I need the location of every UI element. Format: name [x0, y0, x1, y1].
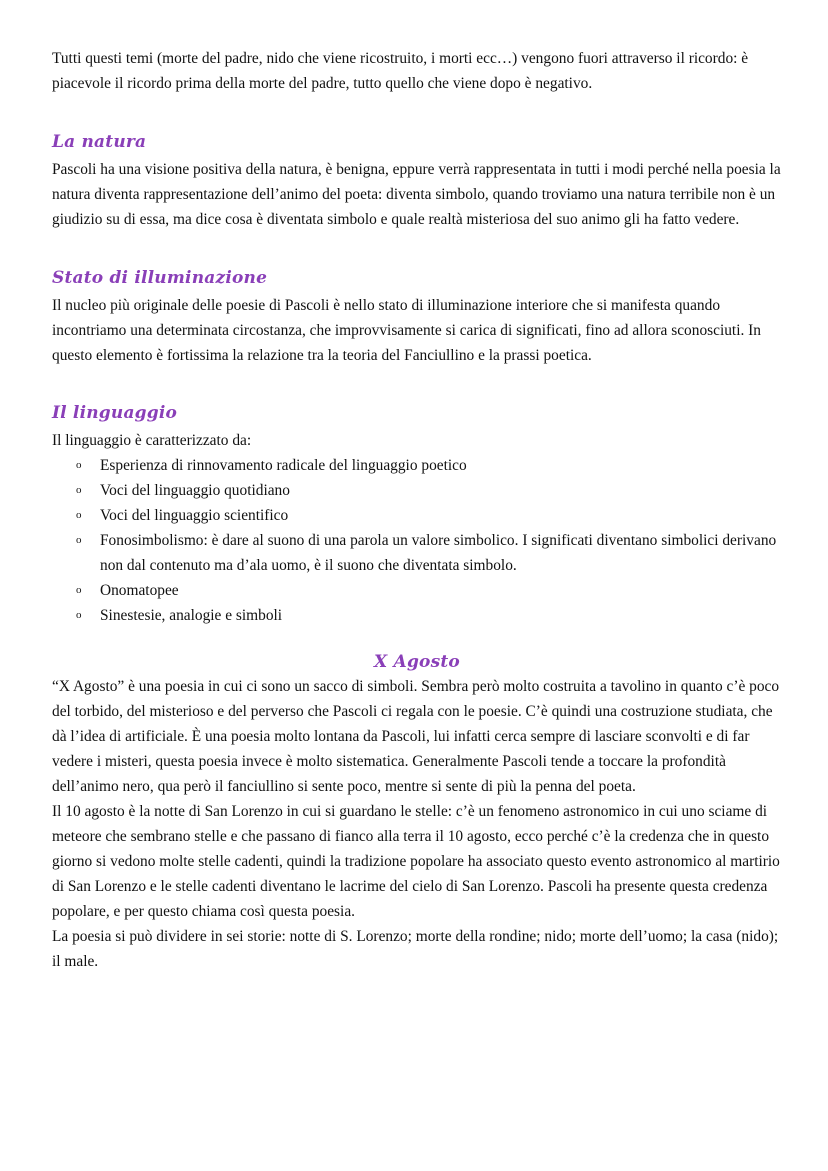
- list-item: [52, 578, 782, 603]
- bullet-icon: o: [76, 509, 82, 521]
- intro-paragraph: Tutti questi temi (morte del padre, nido che viene ricostruito, i morti ecc…) vengono fuori attraverso il ricordo: è piacevole il ricordo prima della morte del padre, tutto quello che viene dopo è negativo.: [52, 50, 749, 92]
- list-item-text: Sinestesie, analogie e simboli: [100, 607, 283, 624]
- heading-x-agosto: X Agosto: [374, 652, 460, 672]
- bullet-icon: o: [76, 584, 82, 596]
- agosto-paragraph-1: “X Agosto” è una poesia in cui ci sono un sacco di simboli. Sembra però molto costruita a tavolino in quanto c’è poco del torbido, del misterioso e del perverso che Pascoli ci regala con le poesie. C’è quindi una costruzione studiata, che dà l’idea di artificiale. È una poesia molto lontana da Pascoli, lui infatti cerca sempre di lasciare sconvolti e di far vedere i misteri, questa poesia invece è molto sistematica. Generalmente Pascoli tende a toccare la profondità dell’animo nero, qua però il fanciullino si sente poco, mentre si sente di più la penna del poeta.: [52, 678, 780, 795]
- list-item: [52, 453, 782, 478]
- list-item: [52, 603, 782, 628]
- list-item: [52, 478, 782, 503]
- heading-linguaggio: Il linguaggio: [52, 403, 178, 423]
- list-item-text: Esperienza di rinnovamento radicale del linguaggio poetico: [100, 457, 467, 474]
- list-item-text: Fonosimbolismo: è dare al suono di una parola un valore simbolico. I significati diventano simbolici derivano non dal contenuto ma d’ala uomo, è il suono che diventata simbolo.: [100, 532, 777, 574]
- illuminazione-paragraph: Il nucleo più originale delle poesie di Pascoli è nello stato di illuminazione interiore che si manifesta quando incontriamo una determinata circostanza, che improvvisamente si carica di significati, fino ad allora sconosciuti. In questo elemento è fortissima la relazione tra la teoria del Fanciullino e la prassi poetica.: [52, 297, 761, 364]
- linguaggio-intro: Il linguaggio è caratterizzato da:: [52, 432, 252, 449]
- agosto-paragraph-2: Il 10 agosto è la notte di San Lorenzo in cui si guardano le stelle: c’è un fenomeno astronomico in cui uno sciame di meteore che sembrano stelle e che passano di fianco alla terra il 10 agosto, ecco perché c’è la credenza che in questo giorno si vedono molte stelle cadenti, quindi la tradizione popolare ha associato questo evento astronomico al martirio di San Lorenzo e le stelle cadenti diventano le lacrime del cielo di San Lorenzo. Pascoli ha presente questa credenza popolare, e per questo chiama così questa poesia.: [52, 803, 780, 920]
- bullet-icon: o: [76, 609, 82, 621]
- list-item-text: Voci del linguaggio scientifico: [100, 507, 289, 524]
- list-item: [52, 528, 782, 578]
- bullet-icon: o: [76, 534, 82, 546]
- list-item: [52, 503, 782, 528]
- heading-illuminazione: Stato di illuminazione: [52, 268, 268, 288]
- document-page: [52, 46, 782, 974]
- bullet-icon: o: [76, 459, 82, 471]
- list-item-text: Voci del linguaggio quotidiano: [100, 482, 290, 499]
- list-item-text: Onomatopee: [100, 582, 179, 599]
- agosto-paragraph-3: La poesia si può dividere in sei storie: notte di S. Lorenzo; morte della rondine; nido; morte dell’uomo; la casa (nido); il male.: [52, 928, 779, 970]
- natura-paragraph: Pascoli ha una visione positiva della natura, è benigna, eppure verrà rappresentata in tutti i modi perché nella poesia la natura diventa rappresentazione dell’animo del poeta: diventa simbolo, quando troviamo una natura terribile non è un giudizio su di essa, ma dice cosa è diventata simbolo e quale realtà misteriosa del suo animo gli ha fatto vedere.: [52, 161, 781, 228]
- linguaggio-list: [52, 453, 782, 628]
- heading-natura: La natura: [52, 132, 147, 152]
- bullet-icon: o: [76, 484, 82, 496]
